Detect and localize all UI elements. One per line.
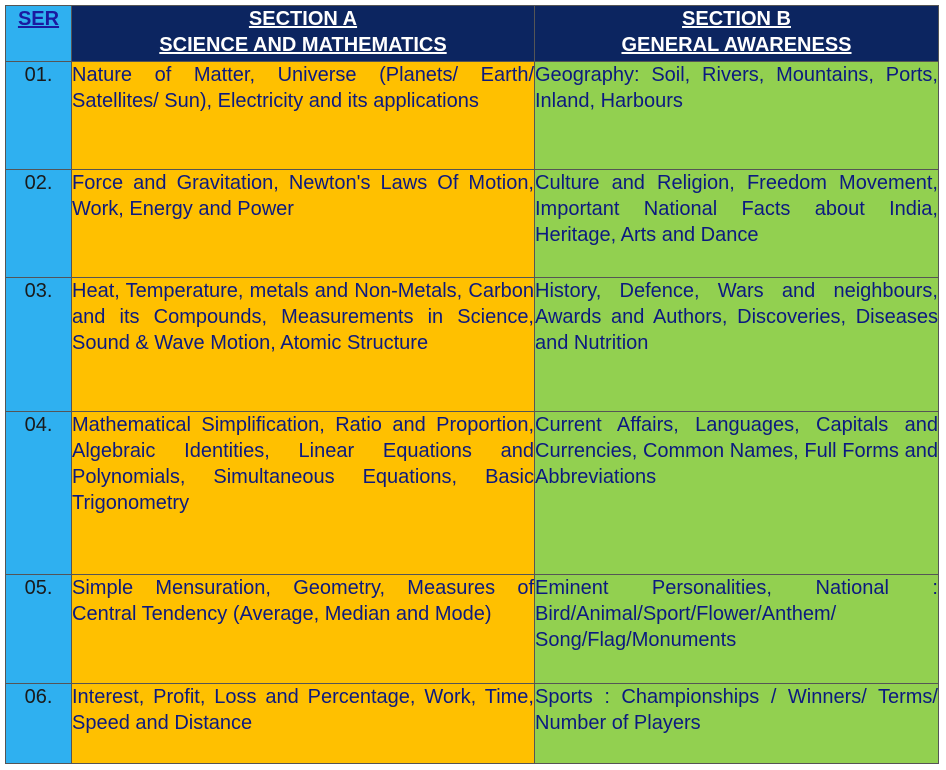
section-b-cell: Eminent Personalities, National : Bird/Animal/Sport/Flower/Anthem/ Song/Flag/Monuments bbox=[535, 575, 939, 684]
ser-cell: 04. bbox=[6, 412, 72, 575]
table-row bbox=[6, 575, 939, 684]
ser-cell: 05. bbox=[6, 575, 72, 684]
section-b-cell: Current Affairs, Languages, Capitals and Currencies, Common Names, Full Forms and Abbreviations bbox=[535, 412, 939, 575]
section-b-cell: Sports : Championships / Winners/ Terms/ Number of Players bbox=[535, 684, 939, 764]
ser-cell: 03. bbox=[6, 278, 72, 412]
section-b-cell: History, Defence, Wars and neighbours, Awards and Authors, Discoveries, Diseases and Nutrition bbox=[535, 278, 939, 412]
section-b-cell: Culture and Religion, Freedom Movement, Important National Facts about India, Heritage, Arts and Dance bbox=[535, 170, 939, 278]
section-a-cell: Nature of Matter, Universe (Planets/ Earth/ Satellites/ Sun), Electricity and its applications bbox=[72, 62, 535, 170]
header-row bbox=[6, 6, 939, 62]
syllabus-table bbox=[5, 5, 939, 764]
section-b-cell: Geography: Soil, Rivers, Mountains, Ports, Inland, Harbours bbox=[535, 62, 939, 170]
section-a-title: SECTION A bbox=[248, 8, 358, 30]
table-row bbox=[6, 170, 939, 278]
table-row bbox=[6, 412, 939, 575]
ser-cell: 06. bbox=[6, 684, 72, 764]
table-row bbox=[6, 278, 939, 412]
section-a-cell: Mathematical Simplification, Ratio and Proportion, Algebraic Identities, Linear Equations and Polynomials, Simultaneous Equations, Basic Trigonometry bbox=[72, 412, 535, 575]
section-b-subtitle: GENERAL AWARENESS bbox=[621, 34, 852, 56]
section-b-title: SECTION B bbox=[682, 8, 791, 30]
table-row bbox=[6, 62, 939, 170]
section-a-cell: Heat, Temperature, metals and Non-Metals, Carbon and its Compounds, Measurements in Science, Sound & Wave Motion, Atomic Structure bbox=[72, 278, 535, 412]
section-a-subtitle: SCIENCE AND MATHEMATICS bbox=[159, 34, 447, 56]
section-a-cell: Force and Gravitation, Newton's Laws Of Motion, Work, Energy and Power bbox=[72, 170, 535, 278]
ser-header-label: SER bbox=[17, 8, 60, 30]
section-b-header bbox=[535, 6, 939, 62]
ser-header bbox=[6, 6, 72, 62]
table-row bbox=[6, 684, 939, 764]
section-a-header bbox=[72, 6, 535, 62]
ser-cell: 01. bbox=[6, 62, 72, 170]
section-a-cell: Interest, Profit, Loss and Percentage, Work, Time, Speed and Distance bbox=[72, 684, 535, 764]
section-a-cell: Simple Mensuration, Geometry, Measures of Central Tendency (Average, Median and Mode) bbox=[72, 575, 535, 684]
ser-cell: 02. bbox=[6, 170, 72, 278]
